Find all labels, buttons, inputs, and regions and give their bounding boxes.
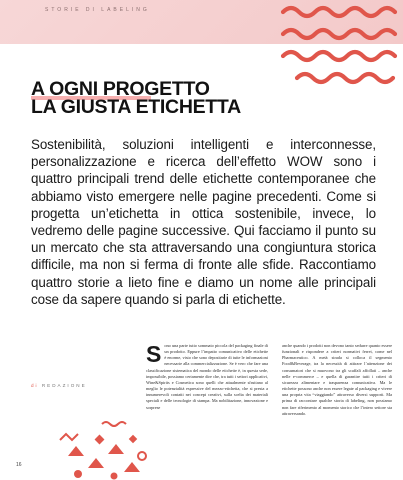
body-column-2-text: anche quando i prodotti non devono tanto sedurre quanto essere funzionali e rispondere a criteri normativi ferrei, come nel Pharmaceutico. A metà strada si colloca il segmento Food&Beverage, tra la necessità di attirare l’attenzione dei consumatori che si muovono tra gli scaffali affollati – anche nelle e-commerce – e quella di garantire tutti i criteri di sicurezza alimentare e trasparenza comunicativa. Ma le etichette possono anche non essere legate al packaging e vivere una propria vita “viaggiando” attraverso diversi supporti. Ma prima di raccontare qualche storia di labeling, non possiamo non fare riferimento al momento storico che l’intero settore sta attraversando. <box>282 343 392 416</box>
body-column-1-text: ono una parte tutto sommato piccola del packaging finale di un prodotto. Eppure l’impatto comunicativo delle etichette è enorme, visto che sono depositarie di tutte le informazioni necessarie alla commercializzazione. Se è vero che fare una classificazione sistematica del mondo delle etichette è, in questa sede, impossibile, possiamo certamente dire che, tra tutti i settori applicativi, Wine&Spirits e Cosmetica sono quelli che attualmente sfruttano al meglio le potenzialità espressive del mezzo-etichetta, che si presta a innumerevoli contatti nei concept creativi, sulla scelta dei materiali speciali e delle tecnologie di stampa. Ma nobilitazione, innovazione e sorprese <box>146 343 268 410</box>
wave-decoration <box>273 0 403 110</box>
drop-cap: S <box>146 341 162 367</box>
byline-prefix: di <box>31 383 39 388</box>
section-label: STORIE DI LABELING <box>45 7 150 13</box>
pattern-decoration <box>58 396 148 480</box>
title-line-1: A OGNI PROGETTO <box>31 78 210 100</box>
title-line-2: LA GIUSTA ETICHETTA <box>31 96 241 118</box>
byline-author: REDAZIONE <box>41 383 87 388</box>
byline <box>31 383 87 388</box>
article-lead: Sostenibilità, soluzioni intelligenti e interconnesse, personalizzazione e ricerca dell’effetto WOW sono i quattro principali trend delle etichette contemporanee che abbiamo visto emergere nelle pagine precedenti. Come si progetta un’etichetta in ottica sostenibile, invece, lo vedremo delle pagine successive. Qui facciamo il punto su un mercato che sta attraversando una congiuntura storica difficile, ma non si ferma di fronte alle sfide. Raccontiamo quattro storie a lieto fine e diamo un nome alle principali cose da sapere quando si parla di etichette. <box>31 137 376 307</box>
body-column-1 <box>146 343 268 411</box>
body-column-2 <box>282 343 392 417</box>
page-number: 16 <box>16 462 22 468</box>
article-title <box>31 80 291 116</box>
